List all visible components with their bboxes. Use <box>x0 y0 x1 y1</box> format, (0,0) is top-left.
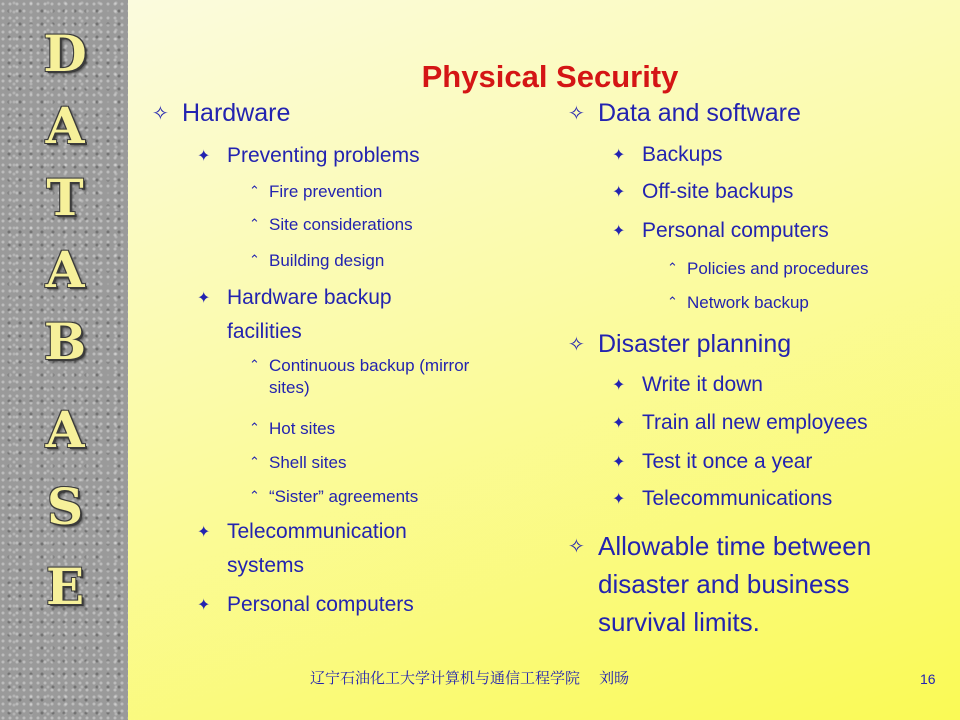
bullet-text: Hot sites <box>269 419 336 438</box>
bullet-test-yearly <box>612 445 942 479</box>
sidebar-letter: A <box>45 96 85 155</box>
bullet-text: Telecommunications <box>642 487 833 510</box>
star-bullet-icon: ✦ <box>197 146 211 165</box>
bullet-data-and-software <box>568 97 898 130</box>
caret-bullet-icon: ⌃ <box>249 217 260 232</box>
sidebar-letter: D <box>43 24 87 83</box>
bullet-text: Off-site backups <box>642 180 794 203</box>
caret-bullet-icon: ⌃ <box>249 421 260 436</box>
bullet-text: Fire prevention <box>269 182 383 201</box>
star-bullet-icon: ✦ <box>612 452 626 471</box>
bullet-text: Allowable time between disaster and business survival limits. <box>598 531 872 637</box>
sidebar-database-banner <box>0 0 128 720</box>
bullet-disaster-planning <box>568 328 898 361</box>
bullet-hardware-backup <box>197 281 467 349</box>
bullet-fire-prevention <box>249 181 489 203</box>
bullet-hardware <box>152 97 452 130</box>
bullet-personal-computers <box>197 588 487 622</box>
bullet-offsite-backups <box>612 175 932 209</box>
diamond-bullet-icon: ✧ <box>152 101 169 125</box>
bullet-policies-procedures <box>667 258 947 280</box>
diamond-bullet-icon: ✧ <box>568 534 585 558</box>
bullet-text: Shell sites <box>269 453 347 472</box>
bullet-personal-computers-data <box>612 214 932 248</box>
bullet-train-employees <box>612 406 942 440</box>
bullet-text: Disaster planning <box>598 330 792 358</box>
bullet-write-it-down <box>612 368 942 402</box>
caret-bullet-icon: ⌃ <box>667 261 678 276</box>
star-bullet-icon: ✦ <box>197 522 211 541</box>
caret-bullet-icon: ⌃ <box>667 295 678 310</box>
bullet-text: Policies and procedures <box>687 259 869 278</box>
bullet-text: Hardware backup facilities <box>227 286 392 343</box>
caret-bullet-icon: ⌃ <box>249 489 260 504</box>
bullet-text: Hardware <box>182 99 291 127</box>
bullet-shell-sites <box>249 452 479 474</box>
diamond-bullet-icon: ✧ <box>568 332 585 356</box>
star-bullet-icon: ✦ <box>612 413 626 432</box>
star-bullet-icon: ✦ <box>197 595 211 614</box>
sidebar-letter: E <box>45 557 85 616</box>
sidebar-letter: B <box>43 312 87 371</box>
caret-bullet-icon: ⌃ <box>249 184 260 199</box>
sidebar-letter: T <box>46 168 84 227</box>
star-bullet-icon: ✦ <box>612 489 626 508</box>
bullet-telecommunication-systems <box>197 515 487 583</box>
bullet-text: “Sister” agreements <box>269 487 419 506</box>
bullet-text: Preventing problems <box>227 144 420 167</box>
sidebar-letter: A <box>45 400 85 459</box>
star-bullet-icon: ✦ <box>612 221 626 240</box>
bullet-backups <box>612 138 932 172</box>
sidebar-letter: S <box>46 477 84 536</box>
star-bullet-icon: ✦ <box>197 288 211 307</box>
bullet-site-considerations <box>249 214 489 236</box>
bullet-text: Site considerations <box>269 215 413 234</box>
bullet-text: Write it down <box>642 373 763 396</box>
bullet-text: Personal computers <box>642 219 829 242</box>
bullet-hot-sites <box>249 418 479 440</box>
bullet-text: Test it once a year <box>642 450 813 473</box>
bullet-text: Building design <box>269 251 385 270</box>
bullet-text: Network backup <box>687 293 809 312</box>
bullet-network-backup <box>667 292 947 314</box>
page-number: 16 <box>920 671 936 687</box>
bullet-text: Backups <box>642 143 723 166</box>
bullet-text: Data and software <box>598 99 801 127</box>
bullet-continuous-backup <box>249 355 479 399</box>
star-bullet-icon: ✦ <box>612 182 626 201</box>
sidebar-letter: A <box>45 240 85 299</box>
star-bullet-icon: ✦ <box>612 145 626 164</box>
bullet-text: Continuous backup (mirror sites) <box>269 356 470 397</box>
caret-bullet-icon: ⌃ <box>249 253 260 268</box>
bullet-preventing-problems <box>197 139 487 173</box>
caret-bullet-icon: ⌃ <box>249 455 260 470</box>
bullet-allowable-time <box>568 527 940 641</box>
diamond-bullet-icon: ✧ <box>568 101 585 125</box>
star-bullet-icon: ✦ <box>612 375 626 394</box>
bullet-building-design <box>249 250 489 272</box>
bullet-sister-agreements <box>249 486 489 508</box>
bullet-text: Train all new employees <box>642 411 868 434</box>
slide-title: Physical Security <box>421 59 679 94</box>
caret-bullet-icon: ⌃ <box>249 358 260 373</box>
bullet-telecommunications <box>612 482 942 516</box>
bullet-text: Personal computers <box>227 593 414 616</box>
bullet-text: Telecommunication systems <box>227 520 407 577</box>
footer-credit: 辽宁石油化工大学计算机与通信工程学院 刘旸 <box>310 669 630 687</box>
